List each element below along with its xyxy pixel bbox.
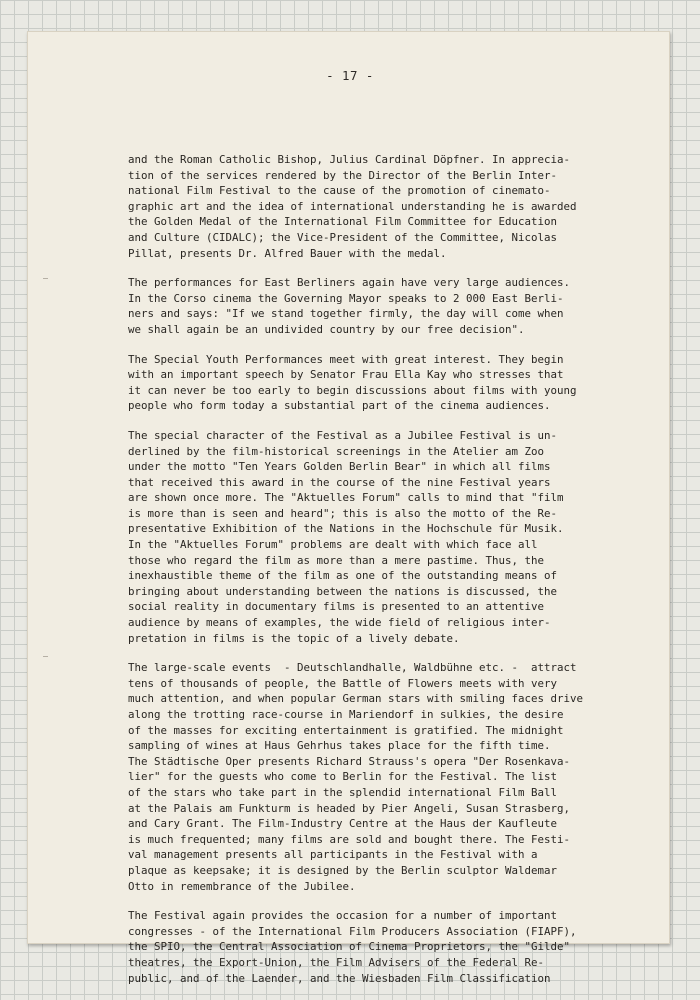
text-line: at the Palais am Funkturm is headed by Pier Angeli, Susan Strasberg, — [128, 801, 571, 815]
paragraph — [128, 152, 623, 261]
text-line: with an important speech by Senator Frau Ella Kay who stresses that — [128, 368, 564, 382]
text-line: audience by means of examples, the wide field of religious inter- — [128, 616, 551, 630]
text-line: and Culture (CIDALC); the Vice-President of the Committee, Nicolas — [128, 230, 558, 244]
text-line: is much frequented; many films are sold and bought there. The Festi- — [128, 832, 571, 846]
margin-mark — [43, 278, 48, 279]
text-line: The special character of the Festival as a Jubilee Festival is un- — [128, 428, 558, 442]
text-line: that received this award in the course of the nine Festival years — [128, 475, 551, 489]
margin-mark — [43, 656, 48, 657]
text-line: and Cary Grant. The Film-Industry Centre at the Haus der Kaufleute — [128, 817, 558, 831]
document-body — [128, 152, 623, 1000]
text-line: of the masses for exciting entertainment is gratified. The midnight — [128, 723, 564, 737]
text-line: tion of the services rendered by the Director of the Berlin Inter- — [128, 168, 558, 182]
text-line: bringing about understanding between the nations is discussed, the — [128, 584, 558, 598]
text-line: the Golden Medal of the International Film Committee for Education — [128, 215, 558, 229]
text-line: people who form today a substantial part of the cinema audiences. — [128, 399, 551, 413]
text-line: lier" for the guests who come to Berlin for the Festival. The list — [128, 770, 558, 784]
text-line: pretation in films is the topic of a lively debate. — [128, 631, 460, 645]
text-line: plaque as keepsake; it is designed by the Berlin sculptor Waldemar — [128, 863, 558, 877]
text-line: of the stars who take part in the splendid international Film Ball — [128, 785, 558, 799]
text-line: inexhaustible theme of the film as one of the outstanding means of — [128, 569, 558, 583]
page-number: - 17 - — [326, 68, 374, 83]
text-line: The large-scale events - Deutschlandhalle, Waldbühne etc. - attract — [128, 661, 577, 675]
text-line: theatres, the Export-Union, the Film Advisers of the Federal Re- — [128, 955, 545, 969]
text-line: congresses - of the International Film Producers Association (FIAPF), — [128, 924, 577, 938]
text-line: The Städtische Oper presents Richard Strauss's opera "Der Rosenkava- — [128, 754, 571, 768]
text-line: Otto in remembrance of the Jubilee. — [128, 879, 356, 893]
paragraph — [128, 428, 623, 646]
text-line: it can never be too early to begin discussions about films with young — [128, 383, 577, 397]
text-line: graphic art and the idea of international understanding he is awarded — [128, 199, 577, 213]
text-line: ners and says: "If we stand together firmly, the day will come when — [128, 307, 564, 321]
text-line: along the trotting race-course in Mariendorf in sulkies, the desire — [128, 708, 564, 721]
paragraph — [128, 908, 623, 986]
text-line: public, and of the Laender, and the Wiesbaden Film Classification — [128, 971, 551, 985]
text-line: The performances for East Berliners again have very large audiences. — [128, 276, 571, 290]
text-line: much attention, and when popular German stars with smiling faces drive — [128, 692, 584, 706]
text-line: tens of thousands of people, the Battle of Flowers meets with very — [128, 676, 558, 690]
text-line: In the Corso cinema the Governing Mayor speaks to 2 000 East Berli- — [128, 291, 564, 305]
text-line: is more than is seen and heard"; this is also the motto of the Re- — [128, 506, 558, 520]
text-line: the SPIO, the Central Association of Cinema Proprietors, the "Gilde" — [128, 940, 571, 954]
text-line: derlined by the film-historical screenings in the Atelier am Zoo — [128, 444, 545, 458]
text-line: In the "Aktuelles Forum" problems are dealt with which face all — [128, 538, 538, 552]
text-line: those who regard the film as more than a mere pastime. Thus, the — [128, 553, 545, 567]
text-line: are shown once more. The "Aktuelles Forum" calls to mind that "film — [128, 491, 564, 505]
text-line: Pillat, presents Dr. Alfred Bauer with the medal. — [128, 246, 447, 260]
text-line: presentative Exhibition of the Nations in the Hochschule für Musik. — [128, 522, 564, 536]
text-line: social reality in documentary films is presented to an attentive — [128, 600, 545, 614]
text-line: and the Roman Catholic Bishop, Julius Cardinal Döpfner. In apprecia- — [128, 153, 571, 166]
paragraph — [128, 660, 623, 894]
text-line: sampling of wines at Haus Gehrhus takes place for the fifth time. — [128, 739, 551, 753]
text-line: The Special Youth Performances meet with great interest. They begin — [128, 352, 564, 366]
text-line: national Film Festival to the cause of the promotion of cinemato- — [128, 184, 551, 198]
text-line: we shall again be an undivided country by our free decision". — [128, 322, 525, 336]
paragraph — [128, 275, 623, 337]
text-line: val management presents all participants in the Festival with a — [128, 848, 538, 862]
paragraph — [128, 352, 623, 414]
text-line: under the motto "Ten Years Golden Berlin Bear" in which all films — [128, 460, 551, 474]
text-line: The Festival again provides the occasion for a number of important — [128, 909, 558, 923]
